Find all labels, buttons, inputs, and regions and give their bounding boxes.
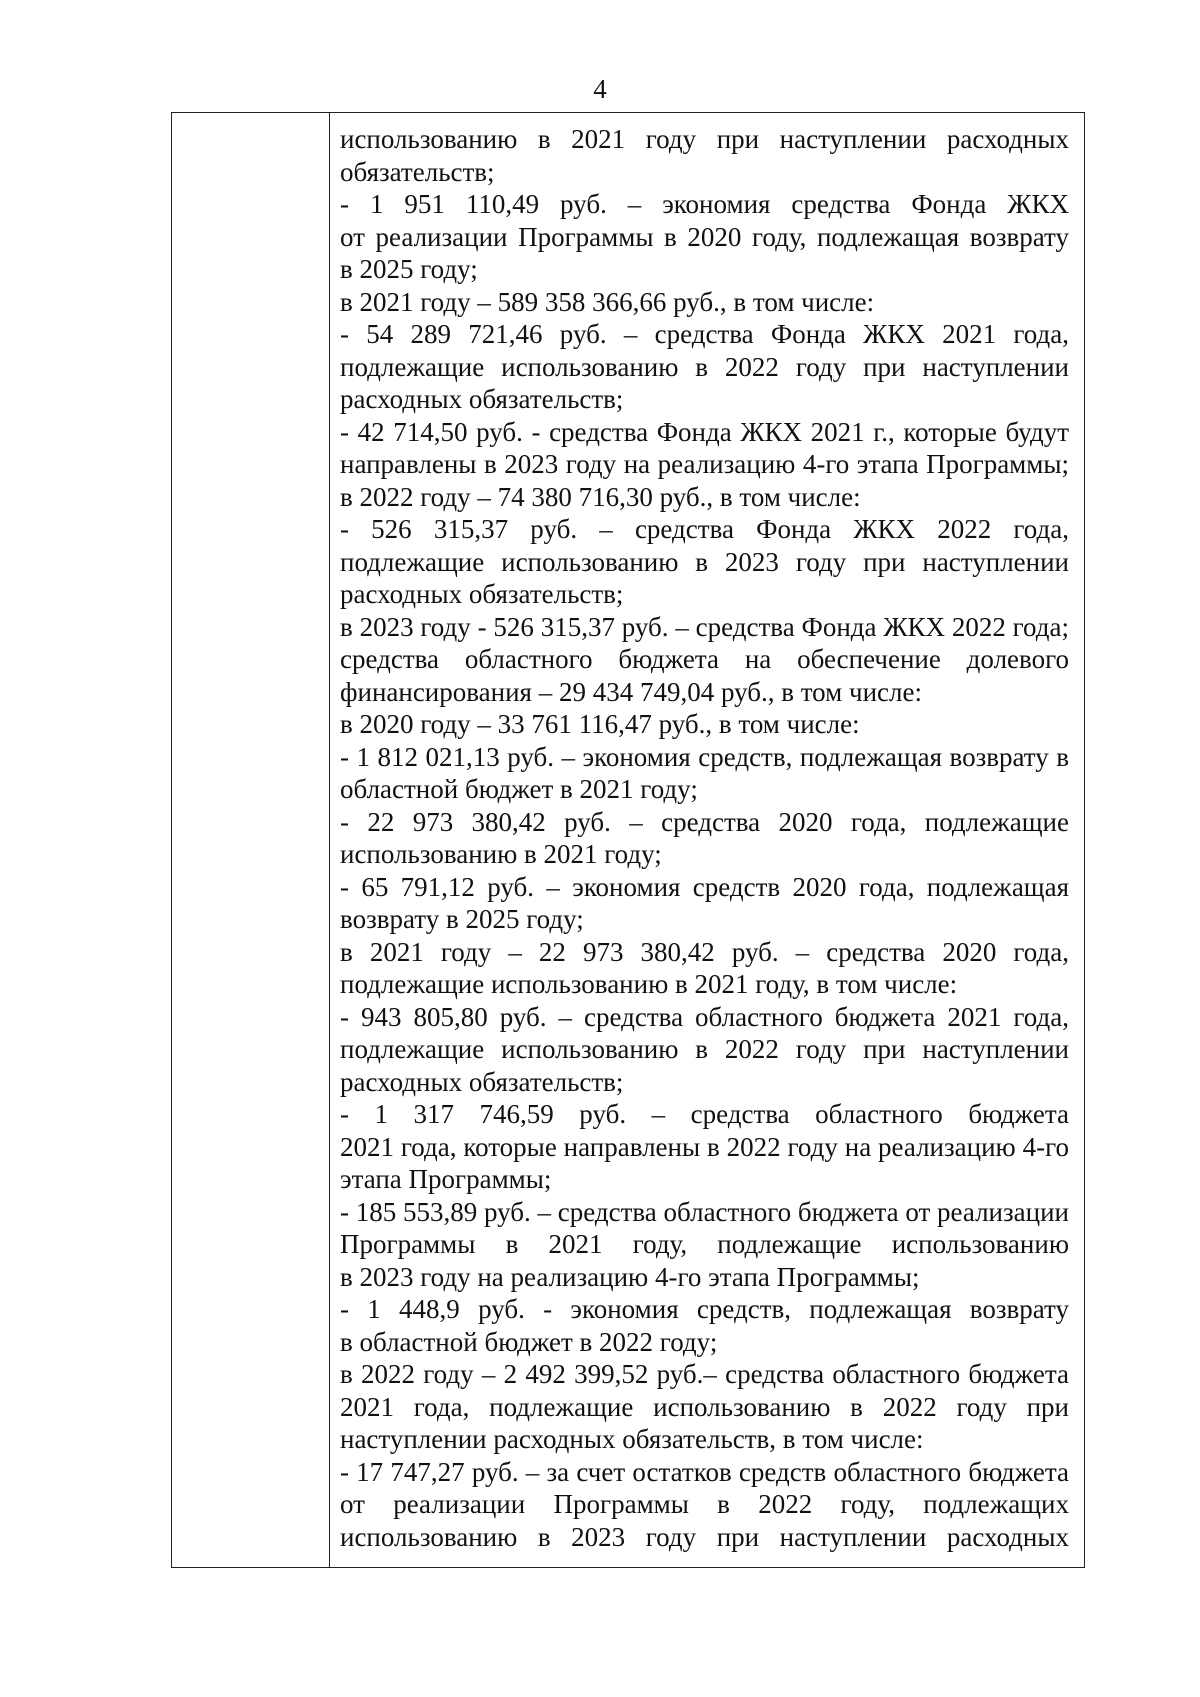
text-line: 2021 года, которые направлены в 2022 году на реализацию 4-го [340,1131,1069,1162]
text-line: - 1 951 110,49 руб. – экономия средства Фонда ЖКХ [340,189,1069,219]
text-line: - 54 289 721,46 руб. – средства Фонда ЖКХ 2021 года, [340,319,1069,349]
text-line: расходных обязательств; [340,1066,624,1097]
text-line: в 2023 году на реализацию 4-го этапа Программы; [340,1261,920,1292]
text-line: направлены в 2023 году на реализацию 4-го этапа Программы; [340,449,1069,479]
text-line: обязательств; [340,156,495,187]
text-line: - 42 714,50 руб. - средства Фонда ЖКХ 2021 г., которые будут [340,416,1069,447]
text-line: расходных обязательств; [340,579,624,609]
text-line: от реализации Программы в 2022 году, подлежащих [340,1489,1069,1519]
text-line: наступлении расходных обязательств, в том числе: [340,1424,924,1454]
text-line: - 1 812 021,13 руб. – экономия средств, подлежащая возврату в [340,741,1069,772]
text-line: этапа Программы; [340,1164,552,1194]
text-line: подлежащие использованию в 2021 году, в том числе: [340,969,958,999]
text-line: в областной бюджет в 2022 году; [340,1326,718,1357]
text-line: от реализации Программы в 2020 году, подлежащая возврату [340,221,1069,252]
text-line: финансирования – 29 434 749,04 руб., в том числе: [340,676,922,707]
text-line: возврату в 2025 году; [340,904,584,934]
text-line: - 526 315,37 руб. – средства Фонда ЖКХ 2022 года, [340,514,1069,544]
table-frame [171,112,1085,1568]
text-line: подлежащие использованию в 2023 году при наступлении [340,546,1069,577]
text-line: подлежащие использованию в 2022 году при наступлении [340,351,1069,382]
text-line: - 65 791,12 руб. – экономия средств 2020 года, подлежащая [340,871,1069,902]
text-line: средства областного бюджета на обеспечение долевого [340,644,1069,674]
text-line: - 943 805,80 руб. – средства областного бюджета 2021 года, [340,1001,1069,1032]
text-line: подлежащие использованию в 2022 году при наступлении [340,1034,1069,1064]
text-line: использованию в 2023 году при наступлении расходных [340,1521,1069,1552]
text-line: 2021 года, подлежащие использованию в 2022 году при [340,1391,1069,1422]
text-line: использованию в 2021 году; [340,839,662,869]
text-line: использованию в 2021 году при наступлении расходных [340,124,1069,154]
table-left-cell [172,113,330,1567]
text-line: областной бюджет в 2021 году; [340,774,698,804]
text-line: в 2021 году – 22 973 380,42 руб. – средства 2020 года, [340,936,1069,967]
text-line: - 17 747,27 руб. – за счет остатков средств областного бюджета [340,1456,1069,1487]
page-number: 4 [593,74,607,104]
text-line: в 2022 году – 74 380 716,30 руб., в том числе: [340,481,861,512]
text-line: - 1 448,9 руб. - экономия средств, подлежащая возврату [340,1294,1069,1324]
text-line: - 22 973 380,42 руб. – средства 2020 года, подлежащие [340,806,1069,837]
text-line: расходных обязательств; [340,384,624,414]
text-line: - 185 553,89 руб. – средства областного бюджета от реализации [340,1196,1069,1227]
text-line: в 2025 году; [340,254,478,284]
text-line: - 1 317 746,59 руб. – средства областного бюджета [340,1099,1069,1129]
text-line: в 2023 году - 526 315,37 руб. – средства Фонда ЖКХ 2022 года; [340,611,1069,642]
text-line: в 2021 году – 589 358 366,66 руб., в том числе: [340,286,875,317]
text-line: в 2020 году – 33 761 116,47 руб., в том числе: [340,709,860,739]
table-text-cell [340,123,1069,1553]
text-line: в 2022 году – 2 492 399,52 руб.– средства областного бюджета [340,1359,1069,1389]
text-line: Программы в 2021 году, подлежащие использованию [340,1229,1069,1259]
